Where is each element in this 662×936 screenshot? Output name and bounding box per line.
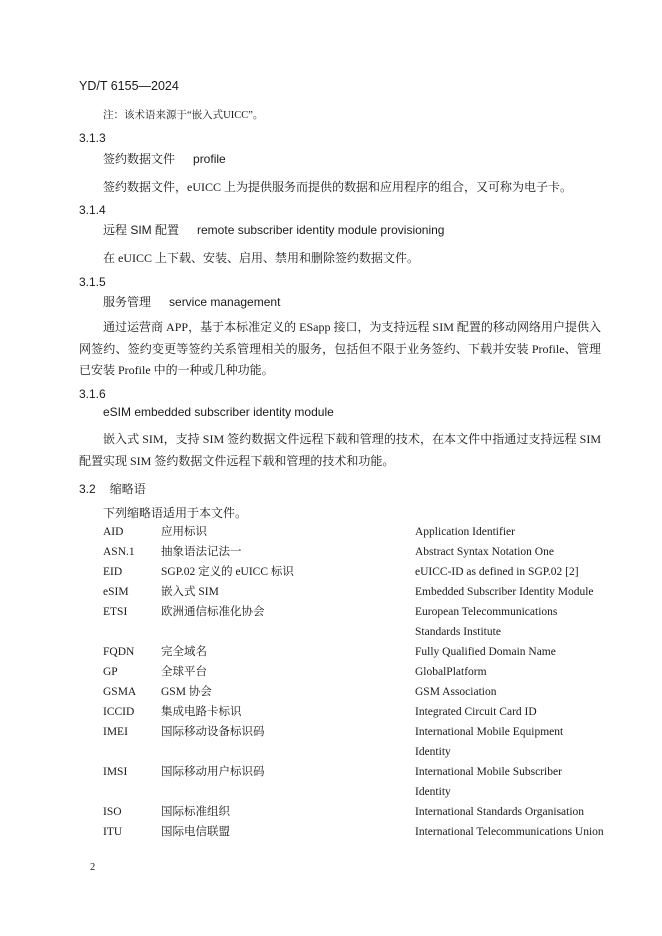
- term-en: eSIM embedded subscriber identity module: [103, 405, 334, 419]
- abbreviation-chinese: SGP.02 定义的 eUICC 标识: [161, 566, 294, 578]
- clause-number: 3.1.4: [79, 203, 106, 217]
- term-en: remote subscriber identity module provisioning: [197, 223, 445, 237]
- abbreviation: GP: [103, 666, 118, 678]
- term-heading: [103, 293, 280, 310]
- section-number: 3.2: [79, 482, 96, 496]
- abbreviation-english: International Mobile Subscriber: [415, 766, 562, 778]
- abbreviation-row: [0, 602, 662, 638]
- term-heading: [103, 221, 444, 238]
- abbreviation-english: GlobalPlatform: [415, 666, 487, 678]
- abbreviations-intro: 下列缩略语适用于本文件。: [103, 506, 248, 520]
- term-en: profile: [193, 152, 226, 166]
- abbreviation: IMSI: [103, 766, 128, 778]
- abbreviation: FQDN: [103, 646, 135, 658]
- abbreviation-row: [0, 522, 662, 542]
- abbreviation-row: [0, 642, 662, 662]
- term-cn: 远程 SIM 配置: [103, 223, 180, 237]
- abbreviation-chinese: 国际移动设备标识码: [161, 726, 265, 738]
- section-title: 缩略语: [109, 482, 146, 496]
- abbreviation: ETSI: [103, 606, 128, 618]
- abbreviation-row: [0, 722, 662, 758]
- abbreviation-english: Application Identifier: [415, 526, 515, 538]
- abbreviation-row: [0, 562, 662, 582]
- abbreviation: EID: [103, 566, 123, 578]
- abbreviation-chinese: 集成电路卡标识: [161, 706, 242, 718]
- term-definition-block: [79, 429, 601, 472]
- abbreviation-english: Embedded Subscriber Identity Module: [415, 586, 594, 598]
- term-definition: 在 eUICC 上下载、安装、启用、禁用和删除签约数据文件。: [103, 251, 419, 265]
- abbreviation-english: Identity: [415, 746, 451, 758]
- abbreviation-english: Integrated Circuit Card ID: [415, 706, 537, 718]
- abbreviation-chinese: 全球平台: [161, 666, 207, 678]
- abbreviation-english: Fully Qualified Domain Name: [415, 646, 556, 658]
- abbreviation-english: Identity: [415, 786, 451, 798]
- abbreviation-row: [0, 802, 662, 822]
- abbreviation-english: eUICC-ID as defined in SGP.02 [2]: [415, 566, 579, 578]
- term-definition-block: [79, 317, 601, 382]
- abbreviation: IMEI: [103, 726, 128, 738]
- abbreviation-row: [0, 542, 662, 562]
- abbreviation-chinese: GSM 协会: [161, 686, 212, 698]
- term-definition: 通过运营商 APP，基于本标准定义的 ESapp 接口，为支持远程 SIM 配置的移动网络用户提供入网签约、签约变更等签约关系管理相关的服务，包括但不限于业务签约、下载并安装 Profile、管理已安装 Profile 中的一种或几种功能。: [79, 320, 601, 377]
- abbreviation-row: [0, 762, 662, 798]
- abbreviation: ICCID: [103, 706, 135, 718]
- abbreviation-english: Abstract Syntax Notation One: [415, 546, 554, 558]
- abbreviation-row: [0, 822, 662, 842]
- abbreviation-row: [0, 662, 662, 682]
- section-heading: [79, 480, 146, 497]
- abbreviation-row: [0, 702, 662, 722]
- abbreviation-chinese: 完全域名: [161, 646, 207, 658]
- page-number: 2: [90, 862, 96, 873]
- term-source-note: 注：该术语来源于“嵌入式UICC”。: [103, 110, 264, 121]
- abbreviation: GSMA: [103, 686, 137, 698]
- term-cn: 签约数据文件: [103, 152, 176, 166]
- abbreviation-english: GSM Association: [415, 686, 497, 698]
- abbreviation-chinese: 嵌入式 SIM: [161, 586, 219, 598]
- abbreviation-chinese: 国际电信联盟: [161, 826, 230, 838]
- abbreviation-chinese: 应用标识: [161, 526, 207, 538]
- clause-number: 3.1.6: [79, 387, 106, 401]
- term-heading: [103, 405, 334, 419]
- clause-number: 3.1.3: [79, 131, 106, 145]
- term-cn: 服务管理: [103, 295, 152, 309]
- abbreviation: eSIM: [103, 586, 129, 598]
- abbreviation-english: Standards Institute: [415, 626, 501, 638]
- abbreviation-chinese: 国际移动用户标识码: [161, 766, 265, 778]
- abbreviation: AID: [103, 526, 124, 538]
- abbreviation: ASN.1: [103, 546, 135, 558]
- term-heading: [103, 150, 226, 167]
- abbreviation-english: European Telecommunications: [415, 606, 558, 618]
- document-number: YD/T 6155—2024: [79, 79, 179, 93]
- abbreviation-english: International Mobile Equipment: [415, 726, 564, 738]
- abbreviation: ISO: [103, 806, 122, 818]
- abbreviation-chinese: 欧洲通信标准化协会: [161, 606, 265, 618]
- abbreviation-english: International Standards Organisation: [415, 806, 585, 818]
- abbreviation: ITU: [103, 826, 123, 838]
- term-definition: 签约数据文件，eUICC 上为提供服务而提供的数据和应用程序的组合，又可称为电子卡。: [103, 180, 572, 194]
- abbreviation-row: [0, 582, 662, 602]
- abbreviation-chinese: 国际标准组织: [161, 806, 230, 818]
- clause-number: 3.1.5: [79, 275, 106, 289]
- abbreviation-row: [0, 682, 662, 702]
- abbreviation-chinese: 抽象语法记法一: [161, 546, 242, 558]
- term-definition: 嵌入式 SIM，支持 SIM 签约数据文件远程下载和管理的技术，在本文件中指通过支持远程 SIM 配置实现 SIM 签约数据文件远程下载和管理的技术和功能。: [79, 432, 601, 468]
- abbreviation-english: International Telecommunications Union: [415, 826, 604, 838]
- term-en: service management: [169, 295, 281, 309]
